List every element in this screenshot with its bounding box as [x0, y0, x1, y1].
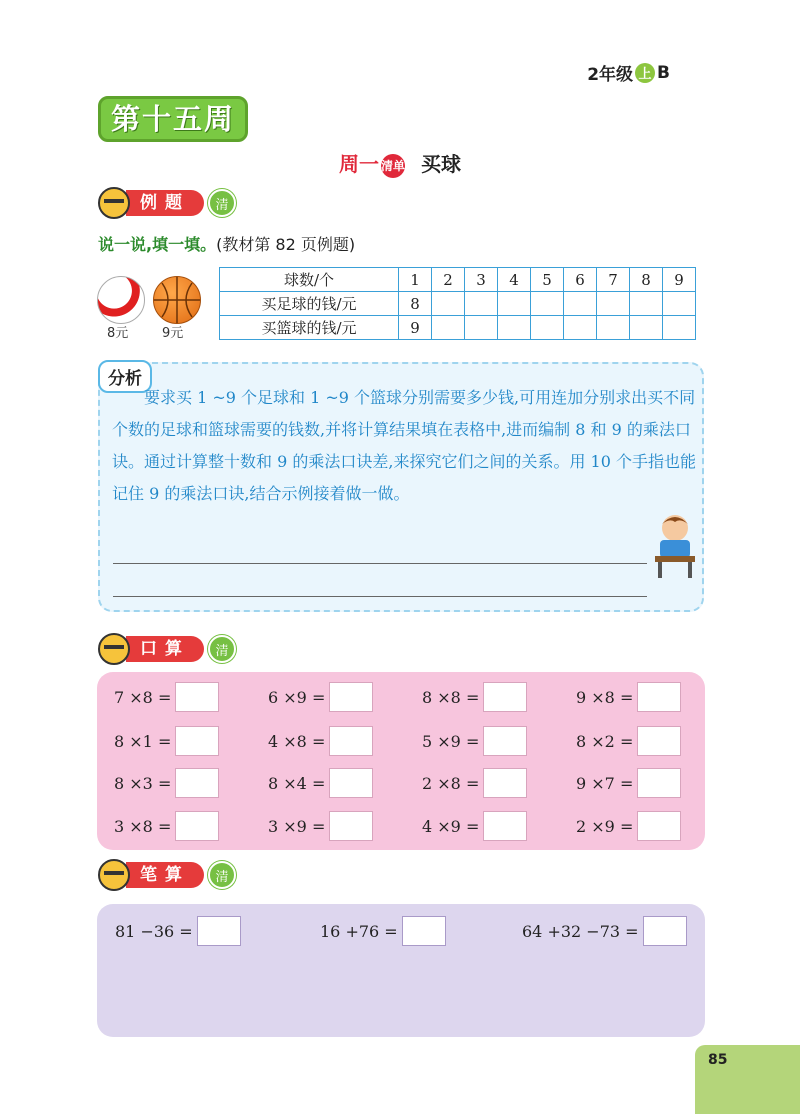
equation-text: 8 ×2 = [576, 731, 634, 751]
answer-box[interactable] [483, 811, 527, 841]
answer-box[interactable] [637, 768, 681, 798]
bee-icon [98, 859, 130, 891]
blank-cell[interactable] [465, 316, 498, 340]
day-prefix: 周一 [339, 152, 379, 176]
checklist-seal: 清单 [381, 154, 405, 178]
answer-box[interactable] [637, 682, 681, 712]
blank-cell[interactable] [597, 316, 630, 340]
equation-text: 64 +32 −73 = [522, 921, 639, 941]
blank-cell[interactable] [432, 292, 465, 316]
section-header-example [98, 188, 236, 218]
equation [422, 726, 527, 756]
section-header-written [98, 860, 236, 890]
equation-text: 8 ×3 = [114, 773, 172, 793]
equation [576, 682, 681, 712]
equation [268, 726, 373, 756]
answer-line[interactable] [113, 596, 647, 597]
section-label: 例题 [126, 190, 204, 216]
section-label: 笔算 [126, 862, 204, 888]
equation [114, 726, 219, 756]
count-cell: 4 [498, 268, 531, 292]
value-cell: 8 [399, 292, 432, 316]
blank-cell[interactable] [531, 292, 564, 316]
equation [576, 726, 681, 756]
equation [422, 682, 527, 712]
equation-text: 5 ×9 = [422, 731, 480, 751]
count-cell: 1 [399, 268, 432, 292]
basketball-price: 9元 [162, 326, 184, 341]
analysis-text: 要求买 1 ~9 个足球和 1 ~9 个篮球分别需要多少钱,可用连加分别求出买不同个数的足球和篮球需要的钱数,并将计算结果填在表格中,进而编制 8 和 9 的乘法口诀。通过计算整十数和 9 的乘法口诀差,来探究它们之间的关系。用 10 个手指也能记住 9 的乘法口诀,结合示例接着做一做。 [112, 388, 696, 503]
equation [114, 811, 219, 841]
blank-cell[interactable] [663, 316, 696, 340]
equation-text: 9 ×8 = [576, 687, 634, 707]
equation-text: 2 ×8 = [422, 773, 480, 793]
equation [576, 768, 681, 798]
bee-icon [98, 187, 130, 219]
section-label: 口算 [126, 636, 204, 662]
answer-box[interactable] [637, 726, 681, 756]
blank-cell[interactable] [432, 316, 465, 340]
equation [576, 811, 681, 841]
count-cell: 8 [630, 268, 663, 292]
basketball-icon [153, 276, 201, 324]
semester-badge: 上 [635, 63, 655, 83]
blank-cell[interactable] [564, 292, 597, 316]
prompt-main: 说一说,填一填。 [98, 235, 217, 254]
equation [115, 916, 241, 946]
week-title: 第十五周 [98, 96, 248, 142]
count-cell: 6 [564, 268, 597, 292]
blank-cell[interactable] [531, 316, 564, 340]
equation-text: 3 ×9 = [268, 816, 326, 836]
equation-text: 8 ×1 = [114, 731, 172, 751]
blank-cell[interactable] [465, 292, 498, 316]
answer-box[interactable] [483, 768, 527, 798]
page-number: 85 [708, 1052, 728, 1068]
answer-box[interactable] [175, 682, 219, 712]
equation-text: 6 ×9 = [268, 687, 326, 707]
blank-cell[interactable] [630, 292, 663, 316]
blank-cell[interactable] [630, 316, 663, 340]
blank-cell[interactable] [564, 316, 597, 340]
table-row [220, 316, 696, 340]
qing-badge: 清 [208, 635, 236, 663]
equation-text: 8 ×4 = [268, 773, 326, 793]
blank-cell[interactable] [597, 292, 630, 316]
blank-cell[interactable] [498, 316, 531, 340]
section-header-mental [98, 634, 236, 664]
equation [268, 768, 373, 798]
grade-label [587, 60, 670, 85]
qing-badge: 清 [208, 189, 236, 217]
table-row [220, 268, 696, 292]
grade-suffix: B [657, 62, 670, 83]
answer-box[interactable] [175, 726, 219, 756]
equation-text: 2 ×9 = [576, 816, 634, 836]
equation-text: 4 ×9 = [422, 816, 480, 836]
equation-text: 81 −36 = [115, 921, 193, 941]
prompt-ref: (教材第 82 页例题) [216, 235, 356, 254]
row-label-basketball: 买篮球的钱/元 [220, 316, 399, 340]
equation [114, 768, 219, 798]
qing-badge: 清 [208, 861, 236, 889]
equation [268, 682, 373, 712]
answer-box[interactable] [402, 916, 446, 946]
bee-icon [98, 633, 130, 665]
answer-box[interactable] [483, 682, 527, 712]
equation-text: 16 +76 = [320, 921, 398, 941]
answer-line[interactable] [113, 563, 647, 564]
day-topic: 买球 [421, 152, 461, 176]
soccer-ball-icon [97, 276, 145, 324]
row-label-soccer: 买足球的钱/元 [220, 292, 399, 316]
blank-cell[interactable] [498, 292, 531, 316]
equation [114, 682, 219, 712]
answer-box[interactable] [643, 916, 687, 946]
count-cell: 9 [663, 268, 696, 292]
count-cell: 2 [432, 268, 465, 292]
count-cell: 5 [531, 268, 564, 292]
soccer-price: 8元 [107, 326, 129, 341]
blank-cell[interactable] [663, 292, 696, 316]
equation-text: 8 ×8 = [422, 687, 480, 707]
day-title [0, 148, 800, 178]
equation [320, 916, 446, 946]
grade-prefix: 2年级 [587, 65, 634, 85]
answer-box[interactable] [175, 811, 219, 841]
answer-box[interactable] [329, 811, 373, 841]
equation [422, 811, 527, 841]
equation-text: 4 ×8 = [268, 731, 326, 751]
table-header-label: 球数/个 [220, 268, 399, 292]
answer-box[interactable] [329, 682, 373, 712]
equation [422, 768, 527, 798]
equation-text: 9 ×7 = [576, 773, 634, 793]
equation-text: 7 ×8 = [114, 687, 172, 707]
table-row [220, 292, 696, 316]
answer-box[interactable] [483, 726, 527, 756]
count-cell: 7 [597, 268, 630, 292]
prompt [98, 232, 355, 255]
answer-box[interactable] [329, 768, 373, 798]
value-cell: 9 [399, 316, 432, 340]
count-cell: 3 [465, 268, 498, 292]
answer-box[interactable] [197, 916, 241, 946]
answer-box[interactable] [175, 768, 219, 798]
answer-box[interactable] [329, 726, 373, 756]
analysis-tag: 分析 [98, 360, 152, 393]
price-table [219, 267, 696, 340]
answer-box[interactable] [637, 811, 681, 841]
equation [522, 916, 687, 946]
student-illustration [650, 510, 700, 580]
equation [268, 811, 373, 841]
equation-text: 3 ×8 = [114, 816, 172, 836]
